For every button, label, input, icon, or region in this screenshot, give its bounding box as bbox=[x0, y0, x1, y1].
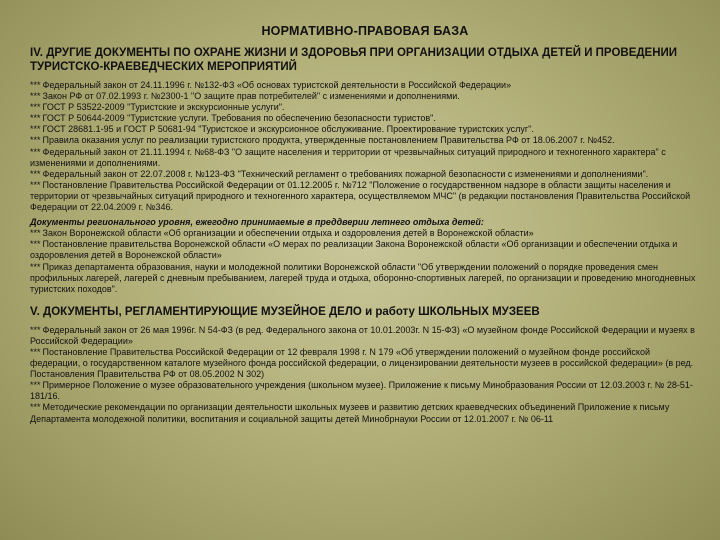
list-item bbox=[30, 180, 700, 213]
item-text: ГОСТ Р 50644-2009 "Туристские услуги. Требования по обеспечению безопасности туристов". bbox=[42, 113, 436, 124]
item-text: ГОСТ 28681.1-95 и ГОСТ Р 50681-94 "Туристское и экскурсионное обслуживание. Проектирование туристских услуг". bbox=[42, 124, 534, 135]
list-item bbox=[30, 147, 700, 169]
item-text: Правила оказания услуг по реализации туристского продукта, утвержденные постановлением Правительства РФ от 18.06.2007 г. №452. bbox=[42, 135, 615, 146]
item-text: Приказ департамента образования, науки и молодежной политики Воронежской области "Об утверждении положений о порядке проведения смен профильных лагерей, лагерей с дневным пребыванием, лагерей труда и отдыха, оборонно-спортивных лагерей, по организации и проведению многодневных туристских походов". bbox=[30, 261, 696, 294]
item-text: Федеральный закон от 24.11.1996 г. №132-ФЗ «Об основах туристской деятельности в Российской Федерации» bbox=[42, 80, 512, 90]
section-4-items bbox=[30, 80, 700, 295]
list-item bbox=[30, 380, 700, 402]
item-text: Методические рекомендации по организации деятельности школьных музеев и развитию детских краеведческих объединений Приложение к письму Департамента молодежной политики, воспитания и социальной защиты детей Минобрнауки России от 12.01.2007 г. № 06-11 bbox=[30, 402, 670, 424]
list-item bbox=[30, 239, 700, 261]
list-item bbox=[30, 402, 700, 424]
item-text: Постановление правительства Воронежской области «О мерах по реализации Закона Воронежской области «Об организации и обеспечении отдыха и оздоровления детей в Воронежской области» bbox=[30, 239, 678, 261]
list-item bbox=[30, 325, 700, 347]
list-item bbox=[30, 124, 700, 135]
bullet-marker: *** bbox=[30, 228, 41, 239]
item-text: Закон Воронежской области «Об организации и обеспечении отдыха и оздоровления детей в Воронежской области» bbox=[42, 228, 534, 239]
list-item bbox=[30, 228, 700, 239]
item-text: Постановление Правительства Российской Федерации от 12 февраля 1998 г. N 179 «Об утверждении положений о музейном фонде российской федерации, о государственном каталоге музейного фонда российской федерации, о лицензировании деятельности музеев в российской федерации» (в ред. Постановления Правительства РФ от 08.05.2002 N 302) bbox=[30, 346, 694, 380]
list-item bbox=[30, 80, 700, 91]
bullet-marker: *** bbox=[30, 113, 41, 124]
page-title: НОРМАТИВНО-ПРАВОВАЯ БАЗА bbox=[261, 24, 469, 38]
list-item bbox=[30, 91, 700, 102]
bullet-marker: *** bbox=[30, 346, 41, 357]
bullet-marker: *** bbox=[30, 135, 41, 146]
list-item bbox=[30, 135, 700, 146]
list-item bbox=[30, 262, 700, 295]
bullet-marker: *** bbox=[30, 168, 41, 179]
item-text: Постановление Правительства Российской Федерации от 01.12.2005 г. №712 "Положение о государственном надзоре в области защиты населения и территории от чрезвычайных ситуаций природного и техногенного характера, осуществляемом МЧС" (в редакции постановления Правительства Российской Федерации от 22.04.2009 г. №346. bbox=[30, 179, 691, 213]
bullet-marker: *** bbox=[30, 380, 41, 391]
bullet-marker: *** bbox=[30, 80, 41, 90]
item-text: Федеральный закон от 21.11.1994 г. №68-ФЗ "О защите населения и территории от чрезвычайных ситуаций природного и техногенного характера" с изменениями и дополнениями. bbox=[30, 146, 666, 168]
bullet-marker: *** bbox=[30, 91, 41, 102]
item-text: Федеральный закон от 22.07.2008 г. №123-ФЗ "Технический регламент о требованиях пожарной безопасности с изменениями и дополнениями". bbox=[42, 168, 649, 179]
section-5-heading: V. ДОКУМЕНТЫ, РЕГЛАМЕНТИРУЮЩИЕ МУЗЕЙНОЕ ДЕЛО и работу ШКОЛЬНЫХ МУЗЕЕВ bbox=[30, 305, 540, 318]
bullet-marker: *** bbox=[30, 102, 41, 113]
bullet-marker: *** bbox=[30, 179, 41, 190]
item-text: ГОСТ Р 53522-2009 "Туристские и экскурсионные услуги". bbox=[42, 102, 285, 113]
regional-heading: Документы регионального уровня, ежегодно принимаемые в преддверии летнего отдыха детей: bbox=[30, 217, 484, 228]
bullet-marker: *** bbox=[30, 146, 41, 157]
section-4-heading: IV. ДРУГИЕ ДОКУМЕНТЫ ПО ОХРАНЕ ЖИЗНИ И ЗДОРОВЬЯ ПРИ ОРГАНИЗАЦИИ ОТДЫХА ДЕТЕЙ И ПРОВЕДЕНИИ ТУРИСТСКО-КРАЕВЕДЧЕСКИХ МЕРОПРИЯТИЙ bbox=[30, 47, 678, 73]
item-text: Федеральный закон от 26 мая 1996г. N 54-ФЗ (в ред. Федерального закона от 10.01.2003г. N 15-ФЗ) «О музейном фонде Российской Федерации и музеях в Российской Федерации» bbox=[30, 324, 695, 346]
bullet-marker: *** bbox=[30, 402, 41, 413]
bullet-marker: *** bbox=[30, 239, 41, 250]
item-text: Примерное Положение о музее образовательного учреждения (школьном музее). Приложение к письму Минобразования России от 12.03.2003 г. № 28-51-181/16. bbox=[30, 380, 693, 402]
list-item bbox=[30, 169, 700, 180]
bullet-marker: *** bbox=[30, 261, 41, 272]
list-item bbox=[30, 102, 700, 113]
item-text: Закон РФ от 07.02.1993 г. №2300-1 "О защите прав потребителей" с изменениями и дополнениями. bbox=[42, 91, 460, 102]
bullet-marker: *** bbox=[30, 324, 41, 335]
list-item bbox=[30, 347, 700, 380]
list-item bbox=[30, 113, 700, 124]
section-5-items bbox=[30, 325, 700, 425]
bullet-marker: *** bbox=[30, 124, 41, 135]
